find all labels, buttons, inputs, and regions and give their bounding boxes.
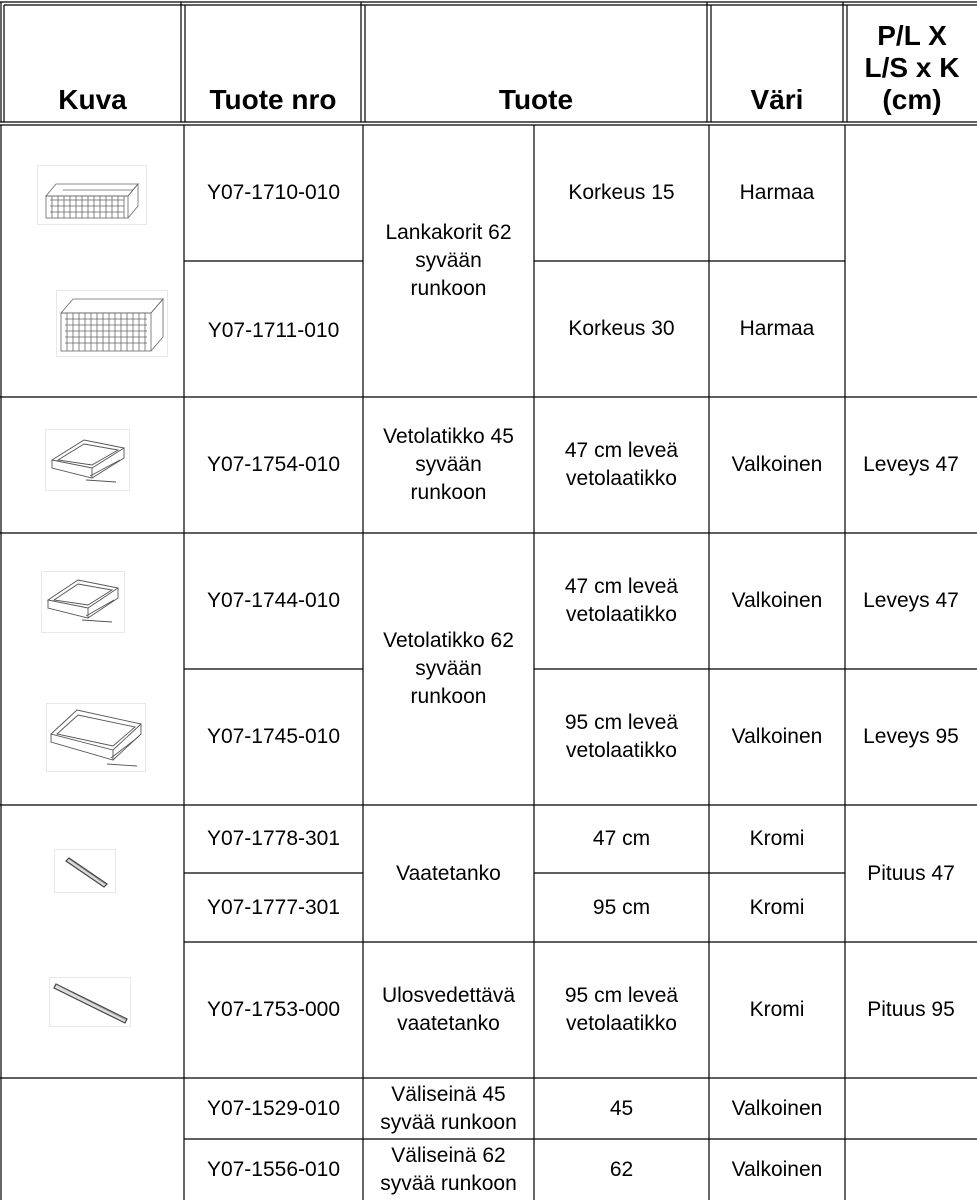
table-cell-size: Leveys 95 xyxy=(863,725,959,748)
header-vari: Väri xyxy=(750,84,804,115)
drawer-icon xyxy=(46,430,129,490)
table-cell-color: Kromi xyxy=(749,998,805,1021)
table-cell-nro: Y07-1777-301 xyxy=(206,895,341,919)
table-cell-color: Valkoinen xyxy=(731,589,823,612)
header-tuote: Tuote xyxy=(498,84,574,115)
short-rail-image xyxy=(54,849,116,893)
table-cell-nro: Y07-1556-010 xyxy=(206,1157,341,1181)
table-cell-detail: 95 cm xyxy=(592,895,651,919)
table-cell-detail: Korkeus 15 xyxy=(568,181,675,204)
table-cell-color: Kromi xyxy=(749,827,805,850)
table-cell-detail: 95 cm leveä vetolaatikko xyxy=(564,984,679,1035)
header-kuva: Kuva xyxy=(58,84,127,115)
drawer-icon xyxy=(42,572,124,632)
table-cell-detail: 47 cm xyxy=(592,827,651,850)
table-cell-detail: Korkeus 30 xyxy=(568,317,675,340)
table-cell-nro: Y07-1745-010 xyxy=(206,725,341,748)
table-cell-nro: Y07-1753-000 xyxy=(206,998,341,1021)
table-cell-nro: Y07-1710-010 xyxy=(206,181,341,204)
table-cell-nro: Y07-1744-010 xyxy=(206,589,341,612)
long-rail-image xyxy=(49,977,131,1027)
wide-drawer-image xyxy=(46,703,146,772)
table-cell-detail: 47 cm leveä vetolaatikko xyxy=(564,439,679,490)
wire-basket-high-icon xyxy=(57,291,167,356)
table-cell-color: Kromi xyxy=(749,895,805,919)
table-cell-product: Vetolatikko 62 syvään runkoon xyxy=(383,629,514,708)
table-cell-product: Ulosvedettävä vaatetanko xyxy=(381,984,516,1035)
wire-basket-low-image xyxy=(37,165,147,225)
drawer-image xyxy=(41,571,125,633)
short-rail-icon xyxy=(55,850,115,892)
table-cell-detail: 95 cm leveä vetolaatikko xyxy=(564,711,679,762)
table-cell-size: Pituus 95 xyxy=(867,998,955,1021)
table-cell-product: Väliseinä 45 syvää runkoon xyxy=(380,1082,517,1134)
table-cell-size: Pituus 47 xyxy=(867,861,955,885)
table-cell-nro: Y07-1754-010 xyxy=(206,453,341,476)
wide-drawer-icon xyxy=(47,704,145,771)
table-cell-size: Leveys 47 xyxy=(863,453,959,476)
header-tuote-nro: Tuote nro xyxy=(209,84,337,115)
table-cell-nro: Y07-1529-010 xyxy=(206,1096,341,1120)
table-cell-color: Valkoinen xyxy=(731,725,823,748)
table-cell-product: Väliseinä 62 syvää runkoon xyxy=(380,1143,517,1195)
table-cell-detail: 45 xyxy=(609,1096,634,1120)
table-cell-nro: Y07-1778-301 xyxy=(206,827,341,850)
table-cell-color: Valkoinen xyxy=(731,453,823,476)
table-cell-color: Valkoinen xyxy=(731,1096,823,1120)
table-cell-detail: 62 xyxy=(609,1157,634,1181)
table-cell-color: Harmaa xyxy=(739,181,815,204)
table-cell-size: Leveys 47 xyxy=(863,589,959,612)
table-cell-nro: Y07-1711-010 xyxy=(207,319,340,342)
wire-basket-high-image xyxy=(56,290,168,357)
long-rail-icon xyxy=(50,978,130,1026)
wire-basket-low-icon xyxy=(38,166,146,224)
drawer-image xyxy=(45,429,130,491)
table-cell-detail: 47 cm leveä vetolaatikko xyxy=(564,575,679,626)
table-cell-product: Lankakorit 62 syvään runkoon xyxy=(385,221,512,300)
table-cell-product: Vetolatikko 45 syvään runkoon xyxy=(383,425,514,504)
header-mitat: P/L X L/S x K (cm) xyxy=(864,20,960,115)
table-cell-product: Vaatetanko xyxy=(396,861,501,885)
table-cell-color: Harmaa xyxy=(739,317,815,340)
table-cell-color: Valkoinen xyxy=(731,1157,823,1181)
